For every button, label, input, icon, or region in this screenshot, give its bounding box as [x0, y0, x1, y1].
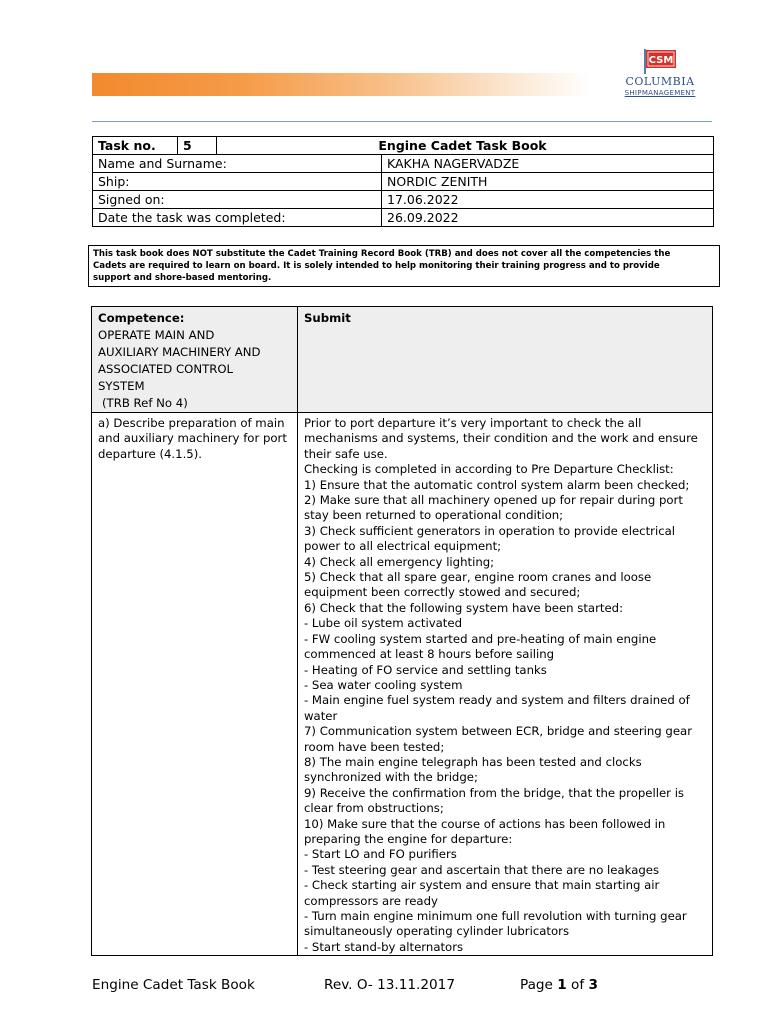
info-row: [93, 209, 714, 227]
answer-line: 1) Ensure that the automatic control system alarm been checked;: [304, 477, 690, 492]
answer-line: clear from obstructions;: [304, 801, 444, 816]
answer-line: - Lube oil system activated: [304, 616, 462, 631]
company-logo: [612, 48, 708, 110]
answer-cell: [298, 413, 713, 956]
answer-line: power to all electrical equipment;: [304, 539, 502, 554]
answer-line: 6) Check that the following system have been started:: [304, 600, 624, 615]
answer-line: commenced at least 8 hours before sailing: [304, 647, 555, 662]
info-label: Ship:: [93, 173, 382, 191]
answer-line: 7) Communication system between ECR, bridge and steering gear: [304, 724, 693, 739]
info-value: 26.09.2022: [382, 209, 714, 227]
answer-line: 8) The main engine telegraph has been tested and clocks: [304, 754, 642, 769]
answer-line: room have been tested;: [304, 739, 445, 754]
task-row: [92, 413, 713, 956]
info-value: NORDIC ZENITH: [382, 173, 714, 191]
competence-cell: [92, 307, 298, 413]
answer-line: - Main engine fuel system ready and system and filters drained of: [304, 693, 690, 708]
answer-line: - Turn main engine minimum one full revolution with turning gear: [304, 909, 687, 923]
answer-line: their safe use.: [304, 446, 388, 461]
answer-line: 2) Make sure that all machinery opened up for repair during port: [304, 493, 683, 508]
competence-line: AUXILIARY MACHINERY AND: [98, 345, 261, 359]
answer-line: 3) Check sufficient generators in operation to provide electrical: [304, 523, 676, 538]
answer-line: 9) Receive the confirmation from the bridge, that the propeller is: [304, 785, 685, 800]
csm-flag-icon: [642, 48, 678, 72]
page-current: 1: [557, 977, 567, 993]
info-row: [93, 191, 714, 209]
task-header-row: [93, 137, 714, 155]
answer-line: equipment been correctly stowed and secured;: [304, 585, 581, 600]
book-title: Engine Cadet Task Book: [217, 137, 714, 155]
answer-line: water: [304, 708, 338, 723]
answer-line: - Sea water cooling system: [304, 677, 463, 692]
disclaimer-line: support and shore-based mentoring.: [93, 273, 272, 283]
header-orange-bar: [92, 73, 590, 96]
question-cell: [92, 413, 298, 956]
answer-line: Checking is completed in according to Pre Departure Checklist:: [304, 462, 674, 477]
page-of: of: [571, 977, 585, 993]
answer-line: - Test steering gear and ascertain that there are no leakages: [304, 862, 660, 877]
footer-revision: Rev. O- 13.11.2017: [324, 977, 455, 993]
header-divider: [92, 121, 712, 122]
info-value: 17.06.2022: [382, 191, 714, 209]
disclaimer-line: This task book does NOT substitute the Cadet Training Record Book (TRB) and does not cover all the competencies the: [93, 249, 671, 259]
question-line: a) Describe preparation of main: [98, 416, 285, 430]
task-no-label: Task no.: [93, 137, 178, 155]
info-label: Signed on:: [93, 191, 382, 209]
answer-line: - Start LO and FO purifiers: [304, 847, 457, 862]
answer-line: 4) Check all emergency lighting;: [304, 554, 495, 569]
info-row: [93, 155, 714, 173]
answer-line: - FW cooling system started and pre-heating of main engine: [304, 631, 657, 646]
answer-line: compressors are ready: [304, 893, 438, 908]
competence-table: [91, 306, 713, 956]
task-info-table: [92, 136, 714, 227]
page-prefix: Page: [520, 977, 553, 993]
competence-header-row: [92, 307, 713, 413]
disclaimer-line: Cadets are required to learn on board. It is solely intended to help monitoring their training progress and to provide: [93, 261, 660, 271]
competence-line: ASSOCIATED CONTROL: [98, 362, 234, 376]
answer-line: Prior to port departure it’s very important to check the all: [304, 416, 642, 430]
info-label: Date the task was completed:: [93, 209, 382, 227]
question-line: and auxiliary machinery for port: [98, 431, 287, 446]
info-value: KAKHA NAGERVADZE: [382, 155, 714, 173]
competence-line: OPERATE MAIN AND: [98, 328, 215, 342]
footer-page-number: [520, 977, 598, 993]
answer-line: 10) Make sure that the course of actions has been followed in: [304, 816, 666, 831]
logo-company-name: COLUMBIA: [625, 75, 695, 88]
competence-line: SYSTEM: [98, 379, 145, 393]
submit-title: Submit: [304, 311, 351, 325]
answer-line: mechanisms and systems, their condition and the work and ensure: [304, 431, 698, 446]
answer-line: - Check starting air system and ensure that main starting air: [304, 878, 660, 893]
disclaimer-box: [88, 245, 720, 287]
answer-line: - Start stand-by alternators: [304, 939, 464, 954]
info-label: Name and Surname:: [93, 155, 382, 173]
question-line: departure (4.1.5).: [98, 446, 203, 461]
submit-cell: [298, 307, 713, 413]
competence-trb-ref: (TRB Ref No 4): [102, 396, 188, 410]
logo-company-subtitle: SHIPMANAGEMENT: [624, 89, 696, 97]
answer-line: synchronized with the bridge;: [304, 770, 478, 785]
page-total: 3: [588, 977, 598, 993]
answer-line: 5) Check that all spare gear, engine room cranes and loose: [304, 570, 652, 585]
answer-line: - Heating of FO service and settling tanks: [304, 662, 547, 677]
info-row: [93, 173, 714, 191]
answer-line: preparing the engine for departure:: [304, 831, 513, 846]
competence-title: Competence:: [98, 311, 185, 325]
footer-title: Engine Cadet Task Book: [92, 977, 255, 993]
task-no-value: 5: [178, 137, 217, 155]
logo-mark-text: CSM: [648, 55, 674, 66]
answer-line: simultaneously operating cylinder lubricators: [304, 924, 570, 939]
answer-line: stay been returned to operational condition;: [304, 508, 564, 523]
